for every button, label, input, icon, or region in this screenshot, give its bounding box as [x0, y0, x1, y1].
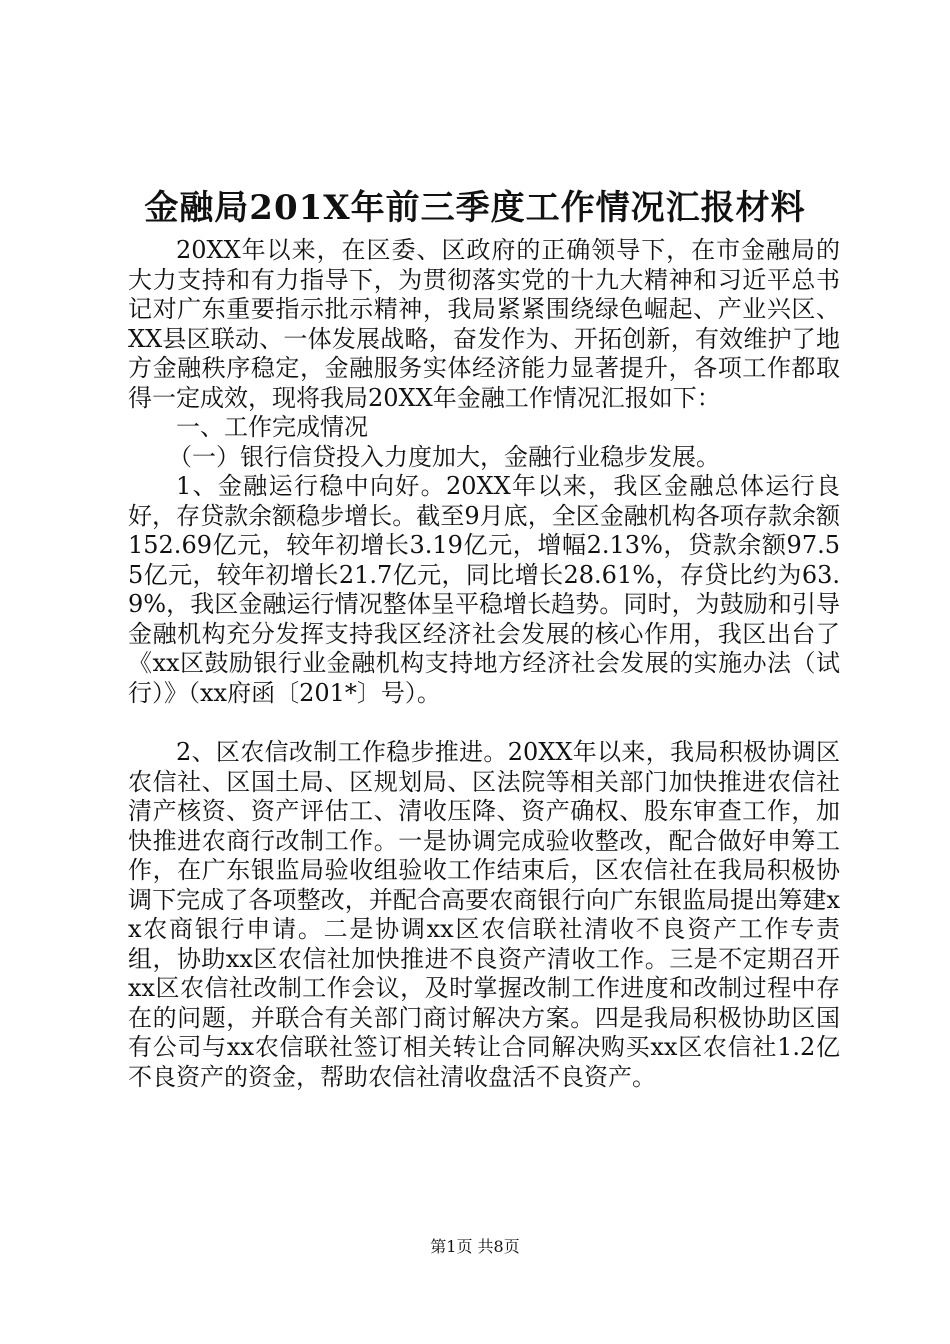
section-heading: 一、工作完成情况: [176, 413, 368, 441]
subsection-heading: （一）银行信贷投入力度加大，金融行业稳步发展。: [168, 442, 720, 471]
document-body: [128, 236, 840, 1092]
item-paragraph-1: 1、金融运行稳中向好。20XX年以来，我区金融总体运行良好，存贷款余额稳步增长。截至9月底，全区金融机构各项存款余额152.69亿元，较年初增长3.19亿元，增幅2.13%，贷款余额97.55亿元，较年初增长21.7亿元，同比增长28.61%，存贷比约为63.9%，我区金融运行情况整体呈平稳增长趋势。同时，为鼓励和引导金融机构充分发挥支持我区经济社会发展的核心作用，我区出台了《xx区鼓励银行业金融机构支持地方经济社会发展的实施办法（试行）》（xx府函〔201*〕号）。: [128, 472, 840, 707]
item-paragraph-2: 2、区农信改制工作稳步推进。20XX年以来，我局积极协调区农信社、区国土局、区规划局、区法院等相关部门加快推进农信社清产核资、资产评估工、清收压降、资产确权、股东审查工作，加快推进农商行改制工作。一是协调完成验收整改，配合做好申筹工作，在广东银监局验收组验收工作结束后，区农信社在我局积极协调下完成了各项整改，并配合高要农商银行向广东银监局提出筹建xx农商银行申请。二是协调xx区农信联社清收不良资产工作专责组，协助xx区农信社加快推进不良资产清收工作。三是不定期召开xx区农信社改制工作会议，及时掌握改制工作进度和改制过程中存在的问题，并联合有关部门商讨解决方案。四是我局积极协助区国有公司与xx农信联社签订相关转让合同解决购买xx区农信社1.2亿不良资产的资金，帮助农信社清收盘活不良资产。: [128, 738, 840, 1091]
intro-paragraph: 20XX年以来，在区委、区政府的正确领导下，在市金融局的大力支持和有力指导下，为贯彻落实党的十九大精神和习近平总书记对广东重要指示批示精神，我局紧紧围绕绿色崛起、产业兴区、XX县区联动、一体发展战略，奋发作为、开拓创新，有效维护了地方金融秩序稳定，金融服务实体经济能力显著提升，各项工作都取得一定成效，现将我局20XX年金融工作情况汇报如下：: [128, 236, 840, 412]
page-number-footer: 第1页 共8页: [430, 1237, 520, 1256]
document-title: 金融局201X年前三季度工作情况汇报材料: [144, 188, 806, 228]
paragraph-gap: [128, 708, 840, 738]
